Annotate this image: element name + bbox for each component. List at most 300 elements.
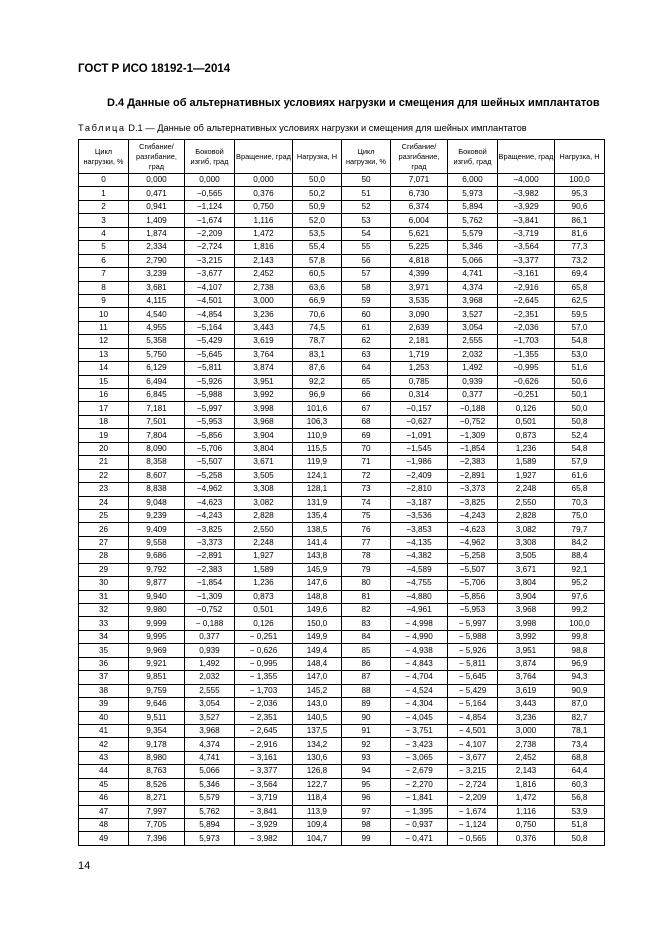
table-row [79, 523, 605, 536]
table-cell: 3,904 [235, 429, 293, 442]
table-cell: 9,995 [129, 630, 185, 643]
table-cell: −2,036 [498, 321, 555, 334]
table-cell: 1,589 [498, 456, 555, 469]
table-caption-label: Таблица [78, 123, 126, 133]
table-cell: − 4,843 [391, 657, 448, 670]
table-cell: 131,9 [293, 496, 342, 509]
table-cell: 0,377 [185, 630, 235, 643]
table-cell: 94,3 [555, 671, 605, 684]
table-cell: 3,090 [391, 308, 448, 321]
table-cell: −5,988 [185, 389, 235, 402]
table-cell: 4,955 [129, 321, 185, 334]
table-cell: 0,873 [498, 429, 555, 442]
table-cell: −2,351 [498, 308, 555, 321]
table-cell: 87,6 [293, 362, 342, 375]
table-cell: 66,9 [293, 294, 342, 307]
table-cell: 42 [79, 738, 129, 751]
table-cell: 59 [342, 294, 391, 307]
table-cell: 148,4 [293, 657, 342, 670]
table-cell: 1,927 [235, 550, 293, 563]
table-cell: 52,0 [293, 214, 342, 227]
table-cell: 5,346 [448, 241, 498, 254]
table-cell: − 3,751 [391, 724, 448, 737]
table-cell: 53,9 [555, 805, 605, 818]
table-cell: 75,0 [555, 509, 605, 522]
table-cell: −4,589 [391, 563, 448, 576]
table-cell: 2,452 [235, 268, 293, 281]
table-cell: 3,968 [448, 294, 498, 307]
table-cell: 50,8 [555, 832, 605, 845]
table-cell: −2,891 [185, 550, 235, 563]
table-cell: 22 [79, 469, 129, 482]
table-cell: −5,507 [448, 563, 498, 576]
table-cell: −3,719 [498, 227, 555, 240]
table-cell: 9,940 [129, 590, 185, 603]
table-cell: 1 [79, 187, 129, 200]
table-cell: 81 [342, 590, 391, 603]
table-cell: 6,845 [129, 389, 185, 402]
table-cell: −3,841 [498, 214, 555, 227]
table-cell: − 2,270 [391, 778, 448, 791]
table-cell: −4,755 [391, 577, 448, 590]
table-cell: 9,969 [129, 644, 185, 657]
table-cell: 3,527 [448, 308, 498, 321]
table-cell: 143,8 [293, 550, 342, 563]
table-cell: 9,759 [129, 684, 185, 697]
table-cell: −2,383 [185, 563, 235, 576]
table-cell: −4,961 [391, 604, 448, 617]
table-cell: 0,873 [235, 590, 293, 603]
table-cell: 124,1 [293, 469, 342, 482]
table-cell: 2,248 [235, 536, 293, 549]
table-cell: 70 [342, 442, 391, 455]
table-cell: − 4,107 [448, 738, 498, 751]
table-cell: −2,916 [498, 281, 555, 294]
table-cell: − 4,938 [391, 644, 448, 657]
table-cell: 9,239 [129, 509, 185, 522]
table-cell: 1,719 [391, 348, 448, 361]
table-cell: − 3,215 [448, 765, 498, 778]
table-cell: 7,804 [129, 429, 185, 442]
load-displacement-table [78, 139, 605, 846]
table-cell: 76 [342, 523, 391, 536]
table-row [79, 456, 605, 469]
table-row [79, 509, 605, 522]
table-cell: −4,135 [391, 536, 448, 549]
table-cell: 135,4 [293, 509, 342, 522]
column-header: Сгибание/ разгибание, град [391, 140, 448, 174]
table-cell: −4,880 [391, 590, 448, 603]
table-cell: 9 [79, 294, 129, 307]
table-cell: 9,354 [129, 724, 185, 737]
table-cell: 45 [79, 778, 129, 791]
table-cell: 1,472 [498, 792, 555, 805]
table-cell: −5,258 [185, 469, 235, 482]
table-cell: 0,377 [448, 389, 498, 402]
table-cell: − 4,524 [391, 684, 448, 697]
table-cell: 4,818 [391, 254, 448, 267]
table-cell: − 2,916 [235, 738, 293, 751]
table-cell: − 3,161 [235, 751, 293, 764]
table-cell: 3 [79, 214, 129, 227]
table-cell: 35 [79, 644, 129, 657]
table-cell: 6 [79, 254, 129, 267]
table-cell: 26 [79, 523, 129, 536]
table-cell: −4,501 [185, 294, 235, 307]
table-cell: 0,939 [185, 644, 235, 657]
table-cell: − 4,501 [448, 724, 498, 737]
table-cell: − 2,036 [235, 698, 293, 711]
table-cell: 95,2 [555, 577, 605, 590]
table-cell: 3,804 [498, 577, 555, 590]
table-row [79, 389, 605, 402]
table-cell: 0,314 [391, 389, 448, 402]
table-cell: 2,334 [129, 241, 185, 254]
table-cell: 0,000 [129, 174, 185, 187]
table-cell: −4,382 [391, 550, 448, 563]
table-cell: −3,536 [391, 509, 448, 522]
table-cell: 8,763 [129, 765, 185, 778]
table-cell: 3,236 [498, 711, 555, 724]
table-cell: 110,9 [293, 429, 342, 442]
table-cell: −2,645 [498, 294, 555, 307]
table-cell: − 5,988 [448, 630, 498, 643]
table-cell: 6,004 [391, 214, 448, 227]
table-cell: 5,066 [185, 765, 235, 778]
table-cell: − 5,645 [448, 671, 498, 684]
table-cell: 92 [342, 738, 391, 751]
table-cell: 37 [79, 671, 129, 684]
table-cell: −1,309 [448, 429, 498, 442]
table-cell: 3,992 [498, 630, 555, 643]
table-cell: 53 [342, 214, 391, 227]
table-cell: 6,730 [391, 187, 448, 200]
table-row [79, 348, 605, 361]
table-cell: 8,358 [129, 456, 185, 469]
table-cell: 17 [79, 402, 129, 415]
table-cell: −3,825 [448, 496, 498, 509]
table-row [79, 644, 605, 657]
table-cell: 118,4 [293, 792, 342, 805]
table-row [79, 536, 605, 549]
table-cell: −4,854 [185, 308, 235, 321]
table-row [79, 335, 605, 348]
table-cell: 57,0 [555, 321, 605, 334]
table-cell: 96 [342, 792, 391, 805]
table-cell: −1,309 [185, 590, 235, 603]
table-cell: 77,3 [555, 241, 605, 254]
table-cell: 2,181 [391, 335, 448, 348]
table-cell: 51 [342, 187, 391, 200]
table-cell: − 1,841 [391, 792, 448, 805]
table-cell: 92,2 [293, 375, 342, 388]
table-cell: − 0,626 [235, 644, 293, 657]
table-row [79, 362, 605, 375]
table-cell: 74,5 [293, 321, 342, 334]
table-cell: −3,373 [448, 483, 498, 496]
table-cell: −4,962 [185, 483, 235, 496]
table-cell: 50,9 [293, 200, 342, 213]
table-cell: 5,358 [129, 335, 185, 348]
table-row [79, 483, 605, 496]
table-row [79, 268, 605, 281]
table-cell: − 3,065 [391, 751, 448, 764]
table-row [79, 577, 605, 590]
table-cell: 0,785 [391, 375, 448, 388]
table-cell: −3,377 [498, 254, 555, 267]
table-cell: 78 [342, 550, 391, 563]
table-cell: 5,621 [391, 227, 448, 240]
table-cell: 56 [342, 254, 391, 267]
table-row [79, 751, 605, 764]
table-row [79, 200, 605, 213]
table-row [79, 496, 605, 509]
table-cell: −5,953 [448, 604, 498, 617]
table-cell: −4,623 [185, 496, 235, 509]
table-cell: 3,000 [235, 294, 293, 307]
table-cell: − 5,164 [448, 698, 498, 711]
table-cell: 100,0 [555, 617, 605, 630]
table-cell: 43 [79, 751, 129, 764]
table-row [79, 550, 605, 563]
table-cell: 0,126 [498, 402, 555, 415]
table-cell: 9,999 [129, 617, 185, 630]
table-cell: 6,374 [391, 200, 448, 213]
table-cell: 130,6 [293, 751, 342, 764]
table-cell: 140,5 [293, 711, 342, 724]
table-cell: 88 [342, 684, 391, 697]
table-cell: − 1,395 [391, 805, 448, 818]
table-cell: 87 [342, 671, 391, 684]
table-row [79, 415, 605, 428]
table-cell: −1,703 [498, 335, 555, 348]
table-cell: − 2,724 [448, 778, 498, 791]
table-cell: 3,998 [498, 617, 555, 630]
table-cell: 97 [342, 805, 391, 818]
table-cell: 63 [342, 348, 391, 361]
table-cell: − 5,926 [448, 644, 498, 657]
table-cell: 1,492 [448, 362, 498, 375]
table-cell: 8,271 [129, 792, 185, 805]
table-cell: 3,671 [498, 563, 555, 576]
table-cell: 149,4 [293, 644, 342, 657]
table-cell: 1,874 [129, 227, 185, 240]
table-cell: 51,6 [555, 362, 605, 375]
table-cell: − 4,704 [391, 671, 448, 684]
table-cell: 68 [342, 415, 391, 428]
table-cell: 60,3 [555, 778, 605, 791]
table-cell: − 3,719 [235, 792, 293, 805]
table-cell: 1,816 [235, 241, 293, 254]
table-cell: −1,091 [391, 429, 448, 442]
table-cell: −3,929 [498, 200, 555, 213]
table-cell: 3,239 [129, 268, 185, 281]
table-cell: 134,2 [293, 738, 342, 751]
table-cell: −1,355 [498, 348, 555, 361]
table-cell: − 4,045 [391, 711, 448, 724]
table-cell: −3,373 [185, 536, 235, 549]
table-cell: 3,000 [498, 724, 555, 737]
table-cell: 5,762 [185, 805, 235, 818]
table-row [79, 294, 605, 307]
table-cell: 2,452 [498, 751, 555, 764]
table-cell: 147,0 [293, 671, 342, 684]
table-cell: −0,627 [391, 415, 448, 428]
table-row [79, 590, 605, 603]
table-cell: 40 [79, 711, 129, 724]
table-cell: 101,6 [293, 402, 342, 415]
table-cell: −0,752 [448, 415, 498, 428]
table-cell: 3,874 [235, 362, 293, 375]
table-cell: 147,6 [293, 577, 342, 590]
table-cell: 119,9 [293, 456, 342, 469]
table-cell: 50,0 [293, 174, 342, 187]
table-cell: 2,550 [235, 523, 293, 536]
table-cell: 78,7 [293, 335, 342, 348]
table-cell: 9,792 [129, 563, 185, 576]
table-cell: 50,0 [555, 402, 605, 415]
table-cell: 141,4 [293, 536, 342, 549]
table-cell: 13 [79, 348, 129, 361]
table-cell: 70,6 [293, 308, 342, 321]
table-cell: 4,399 [391, 268, 448, 281]
table-cell: 1,409 [129, 214, 185, 227]
table-caption-text: — Данные об альтернативных условиях нагрузки и смещения для шейных имплантатов [145, 123, 527, 133]
table-cell: 31 [79, 590, 129, 603]
table-cell: −0,752 [185, 604, 235, 617]
table-row [79, 724, 605, 737]
table-cell: 62 [342, 335, 391, 348]
column-header: Боковой изгиб, град [448, 140, 498, 174]
table-cell: 93 [342, 751, 391, 764]
table-cell: −5,164 [185, 321, 235, 334]
table-cell: 34 [79, 630, 129, 643]
table-cell: 19 [79, 429, 129, 442]
table-cell: −4,243 [185, 509, 235, 522]
table-cell: −1,854 [185, 577, 235, 590]
table-cell: 70,3 [555, 496, 605, 509]
table-cell: 3,619 [235, 335, 293, 348]
table-cell: 9,048 [129, 496, 185, 509]
table-cell: − 3,423 [391, 738, 448, 751]
table-cell: 2,032 [448, 348, 498, 361]
table-cell: − 0,565 [448, 832, 498, 845]
table-cell: 2,143 [235, 254, 293, 267]
table-cell: 66 [342, 389, 391, 402]
table-cell: −3,825 [185, 523, 235, 536]
table-cell: −3,564 [498, 241, 555, 254]
table-cell: −1,545 [391, 442, 448, 455]
table-cell: −2,810 [391, 483, 448, 496]
column-header: Боковой изгиб, град [185, 140, 235, 174]
table-cell: 29 [79, 563, 129, 576]
table-cell: 1,816 [498, 778, 555, 791]
table-cell: 95 [342, 778, 391, 791]
table-cell: 78,1 [555, 724, 605, 737]
table-cell: 2,555 [448, 335, 498, 348]
table-cell: −3,982 [498, 187, 555, 200]
table-cell: 51,8 [555, 819, 605, 832]
table-cell: 0,000 [185, 174, 235, 187]
table-cell: 96,9 [555, 657, 605, 670]
table-cell: 25 [79, 509, 129, 522]
table-cell: −3,677 [185, 268, 235, 281]
table-cell: − 5,429 [448, 684, 498, 697]
table-cell: 63,6 [293, 281, 342, 294]
table-cell: 145,9 [293, 563, 342, 576]
table-cell: 33 [79, 617, 129, 630]
table-cell: 3,904 [498, 590, 555, 603]
table-row [79, 630, 605, 643]
table-cell: 82,7 [555, 711, 605, 724]
table-cell: 55,4 [293, 241, 342, 254]
table-cell: 3,681 [129, 281, 185, 294]
table-cell: 90,6 [555, 200, 605, 213]
column-header: Нагрузка, Н [293, 140, 342, 174]
table-cell: − 5,997 [448, 617, 498, 630]
table-cell: 97,6 [555, 590, 605, 603]
table-cell: 8,090 [129, 442, 185, 455]
table-cell: 3,992 [235, 389, 293, 402]
table-cell: 8,980 [129, 751, 185, 764]
table-cell: 1,116 [235, 214, 293, 227]
table-cell: 2,248 [498, 483, 555, 496]
table-cell: 74 [342, 496, 391, 509]
table-cell: −2,209 [185, 227, 235, 240]
table-cell: 65 [342, 375, 391, 388]
table-cell: 128,1 [293, 483, 342, 496]
table-cell: 7,997 [129, 805, 185, 818]
table-cell: 3,308 [235, 483, 293, 496]
table-cell: − 3,841 [235, 805, 293, 818]
table-cell: 6,494 [129, 375, 185, 388]
table-cell: −5,645 [185, 348, 235, 361]
table-cell: 138,5 [293, 523, 342, 536]
table-row [79, 684, 605, 697]
table-cell: −3,187 [391, 496, 448, 509]
table-cell: 50,6 [555, 375, 605, 388]
table-cell: − 0,995 [235, 657, 293, 670]
table-cell: 71 [342, 456, 391, 469]
table-cell: −5,429 [185, 335, 235, 348]
table-cell: 3,443 [498, 698, 555, 711]
table-cell: 55 [342, 241, 391, 254]
table-cell: −5,706 [448, 577, 498, 590]
table-cell: 87,0 [555, 698, 605, 711]
table-cell: − 2,645 [235, 724, 293, 737]
table-row [79, 254, 605, 267]
table-cell: 9,877 [129, 577, 185, 590]
table-cell: 50,1 [555, 389, 605, 402]
table-cell: 106,3 [293, 415, 342, 428]
table-cell: − 2,351 [235, 711, 293, 724]
table-cell: 3,764 [235, 348, 293, 361]
table-cell: 96,9 [293, 389, 342, 402]
table-cell: 39 [79, 698, 129, 711]
table-cell: 1,589 [235, 563, 293, 576]
table-cell: 3,082 [498, 523, 555, 536]
table-cell: 0,126 [235, 617, 293, 630]
table-cell: 54 [342, 227, 391, 240]
table-cell: 60 [342, 308, 391, 321]
table-cell: 5,066 [448, 254, 498, 267]
table-cell: 99,8 [555, 630, 605, 643]
table-cell: 85 [342, 644, 391, 657]
table-cell: 47 [79, 805, 129, 818]
table-cell: −2,724 [185, 241, 235, 254]
document-header: ГОСТ Р ИСО 18192-1—2014 [78, 63, 231, 75]
table-cell: 98,8 [555, 644, 605, 657]
